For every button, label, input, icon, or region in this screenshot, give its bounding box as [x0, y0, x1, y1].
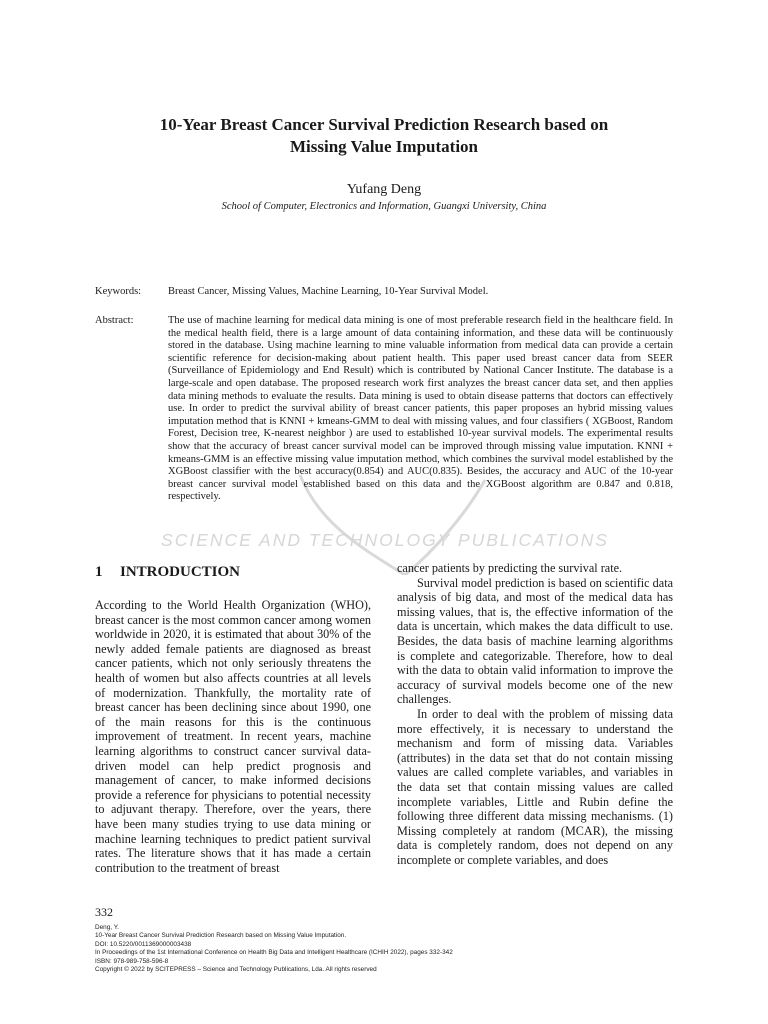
paper-title — [80, 114, 688, 158]
intro-paragraph-3: In order to deal with the problem of missing data more effectively, it is necessary to understand the mechanism and form of missing data. Variables (attributes) in the data set that do not contain missing values are called complete variables, and variables in the data set that contain missing values are called incomplete variables, Little and Rubin define the following three different data missing mechanisms. (1) Missing completely at random (MCAR), the missing data is completely random, does not depend on any incomplete or complete variables, and does — [397, 706, 673, 867]
footer-doi: DOI: 10.5220/0011369000003438 — [95, 940, 192, 948]
citation-footer — [95, 924, 615, 974]
footer-title: 10-Year Breast Cancer Survival Prediction Research based on Missing Value Imputation. — [95, 932, 347, 940]
watermark-text: SCIENCE AND TECHNOLOGY PUBLICATIONS — [161, 530, 609, 550]
right-column — [397, 561, 673, 867]
page-number: 332 — [95, 905, 113, 919]
footer-author: Deng, Y. — [95, 924, 119, 931]
section-title: INTRODUCTION — [120, 564, 241, 580]
keywords-text: Breast Cancer, Missing Values, Machine Learning, 10-Year Survival Model. — [168, 286, 489, 297]
author-affiliation: School of Computer, Electronics and Information, Guangxi University, China — [221, 201, 547, 212]
section-number: 1 — [95, 564, 103, 580]
abstract-label: Abstract: — [95, 315, 134, 326]
footer-isbn: ISBN: 978-989-758-596-8 — [95, 957, 169, 965]
title-line-2: Missing Value Imputation — [290, 137, 478, 156]
author-name: Yufang Deng — [346, 182, 422, 197]
abstract-text: The use of machine learning for medical data mining is one of most preferable research field in the healthcare field. In the medical health field, there is a large amount of data containing information, and these data will be continuously stored in the database. Using machine learning to mine valuable information from medical data can provide a certain scientific reference for decision-making about patient health. This paper used breast cancer data from SEER (Surveillance of Epidemiology and End Result) which is contributed by National Cancer Institute. The database is a large-scale and open database. The proposed research work first analyzes the breast cancer data set, and then applies data mining methods to evaluate the results. Data mining is used to obtain disease patterns that doctors can effectively use. In order to predict the survival ability of breast cancer patients, this paper proposes an hybrid missing values imputation method that is KNNI + kmeans-GMM to deal with missing values, and four classifiers ( XGBoost, Random Forest, Decision tree, K-nearest neighbor ) are used to established 10-year survival models. The experimental results show that the accuracy of breast cancer survival model can be improved through missing value imputation. KNNI + kmeans-GMM is an effective missing value imputation method, which combines the survival model established by the XGBoost classifier with the best accuracy(0.854) and AUC(0.835). Besides, the accuracy and AUC of the 10-year breast cancer survival model established based on this data and the XGBoost algorithm are 0.847 and 0.818, respectively. — [168, 315, 673, 503]
intro-paragraph-continued: cancer patients by predicting the survival rate. — [397, 561, 623, 575]
left-column — [95, 598, 371, 875]
footer-proceedings: In Proceedings of the 1st International Conference on Health Big Data and Intelligent Healthcare (ICHIH 2022), pages 332-342 — [95, 949, 453, 957]
footer-copyright: Copyright © 2022 by SCITEPRESS – Science and Technology Publications, Lda. All rights reserved — [95, 966, 377, 974]
section-heading — [95, 563, 240, 581]
intro-paragraph-2: Survival model prediction is based on scientific data analysis of big data, and most of the medical data has missing values, that is, the effective information of the data is uncertain, which makes the data difficult to use. Besides, the data basis of machine learning algorithms is complete and categorizable. Therefore, how to deal with the data to obtain valid information to improve the accuracy of survival models become one of the new challenges. — [397, 575, 673, 707]
title-line-1: 10-Year Breast Cancer Survival Prediction Research based on — [159, 115, 609, 134]
keywords-label: Keywords: — [95, 286, 142, 297]
intro-paragraph-1: According to the World Health Organization (WHO), breast cancer is the most common cancer among women worldwide in 2020, it is estimated that about 30% of the newly added female patients are diagnosed as breast cancer patients, which not only seriously threatens the health of women but also affects countries at all levels of modernization. Thankfully, the mortality rate of breast cancer has been declining since about 1990, one of the main reasons for this is the continuous improvement of treatment. In recent years, machine learning algorithms to construct cancer survival data-driven model can help predict prognosis and management of cancer, to make informed decisions provide a reference for physicians to potential necessity to adjuvant therapy. Therefore, over the years, there have been many studies trying to use data mining or machine learning techniques to predict patient survival rates. The literature shows that it has made a certain contribution to the treatment of breast — [95, 598, 371, 875]
